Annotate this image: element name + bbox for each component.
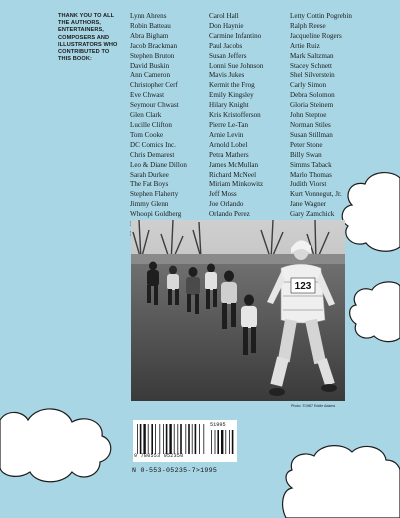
contributor-name: Debra Solomon (290, 91, 335, 100)
contributor-name: Richard McNeel (209, 170, 257, 179)
contributor-name: Tom Cooke (130, 130, 164, 139)
contributor-name: Judith Viorst (290, 180, 327, 189)
contributor-name: Billy Swan (290, 150, 322, 159)
contributor-name: Jacqueline Rogers (290, 31, 342, 40)
contributor-name: Orlando Perez (209, 210, 250, 219)
contributor-name: Simms Taback (290, 160, 332, 169)
contributor-name: Carly Simon (290, 81, 327, 90)
contributors-column-1 (130, 12, 187, 240)
contributor-name: Hilary Knight (209, 101, 249, 110)
contributor-name: Abra Bigham (130, 31, 169, 40)
contributor-name: Jacob Brackman (130, 41, 178, 50)
contributor-name: Eve Chwast (130, 91, 165, 100)
photo-credit: Photo: ©1987 Eddie Adams (291, 404, 336, 408)
contributor-name: Chris Demarest (130, 150, 175, 159)
contributor-name: Kermit the Frog (209, 81, 255, 90)
contributor-name: Gary Zamchick (290, 210, 335, 219)
contributor-name: Glen Clark (130, 111, 162, 120)
barcode-price-code: 51995 (210, 422, 226, 428)
contributor-name: Artie Ruiz (290, 41, 320, 50)
contributor-name: Emily Kingsley (209, 91, 254, 100)
contributor-name: Ralph Reese (290, 21, 326, 30)
contributor-name: Whoopi Goldberg (130, 210, 182, 219)
contributor-name: Kurt Vonnegut, Jr. (290, 190, 342, 199)
contributor-name: Robin Batteau (130, 21, 171, 30)
contributor-name: Pierre Le-Tan (209, 120, 249, 129)
contributor-name: Carmine Infantino (209, 31, 262, 40)
contributor-name: James McMullan (209, 160, 259, 169)
contributor-name: Susan Jeffers (209, 51, 247, 60)
thanks-heading: THANK YOU TO ALL THE AUTHORS, ENTERTAINERS, COMPOSERS AND ILLUSTRATORS WHO CONTRIBUTED TO THIS BOOK: (58, 13, 118, 63)
contributor-name: Christopher Cerf (130, 81, 178, 90)
barcode-number: 9 780553 052350 (134, 453, 184, 459)
contributor-name: Gloria Steinem (290, 101, 334, 110)
contributor-name: Stacey Schnett (290, 61, 332, 70)
contributor-name: David Buskin (130, 61, 170, 70)
contributor-name: Shel Silverstein (290, 71, 335, 80)
contributor-name: Jane Wagner (290, 200, 327, 209)
contributor-name: Petra Mathers (209, 150, 249, 159)
contributor-name: Jimmy Glenn (130, 200, 169, 209)
contributor-name: Paul Jacobs (209, 41, 243, 50)
contributor-name: Leo & Diane Dillon (130, 160, 187, 169)
contributor-name: Sarah Durkee (130, 170, 169, 179)
contributor-name: The Fat Boys (130, 180, 169, 189)
contributor-name: Mavis Jukes (209, 71, 245, 80)
contributor-name: Stephen Bruton (130, 51, 175, 60)
contributor-name: Jeff Moss (209, 190, 237, 199)
contributor-name: Arnold Lobel (209, 140, 248, 149)
contributor-name: Ann Cameron (130, 71, 170, 80)
contributor-name: John Steptoe (290, 111, 327, 120)
contributor-name: Letty Cottin Pogrebin (290, 12, 352, 20)
contributor-name: Carol Hall (209, 12, 239, 20)
contributor-name: Seymour Chwast (130, 101, 179, 110)
contributor-name: Don Haynie (209, 21, 244, 30)
contributor-name: Miriam Minkowitz (209, 180, 264, 189)
contributors-column-3 (290, 12, 352, 230)
contributor-name: Mark Saltzman (290, 51, 334, 60)
contributor-name: Lonni Sue Johnson (209, 61, 264, 70)
contributors-column-2 (209, 12, 263, 240)
contributor-name: DC Comics Inc. (130, 140, 176, 149)
jersey-number: 123 (294, 281, 312, 292)
contributor-name: Lucille Clifton (130, 120, 172, 129)
contributor-name: Marlo Thomas (290, 170, 332, 179)
contributor-name: Stephen Flaherty (130, 190, 179, 199)
contributor-name: Susan Stillman (290, 130, 333, 139)
isbn-label: N 0-553-05235-7>1995 (132, 467, 218, 474)
contributor-name: Joe Orlando (209, 200, 244, 209)
contributor-name: Kris Kristofferson (209, 111, 261, 120)
contributor-name: Norman Stiles (290, 120, 331, 129)
contributor-name: Arnie Levin (209, 130, 244, 139)
contributor-name: Lynn Ahrens (130, 12, 167, 20)
photo-children-running (131, 220, 345, 401)
contributor-name: Peter Stone (290, 140, 323, 149)
